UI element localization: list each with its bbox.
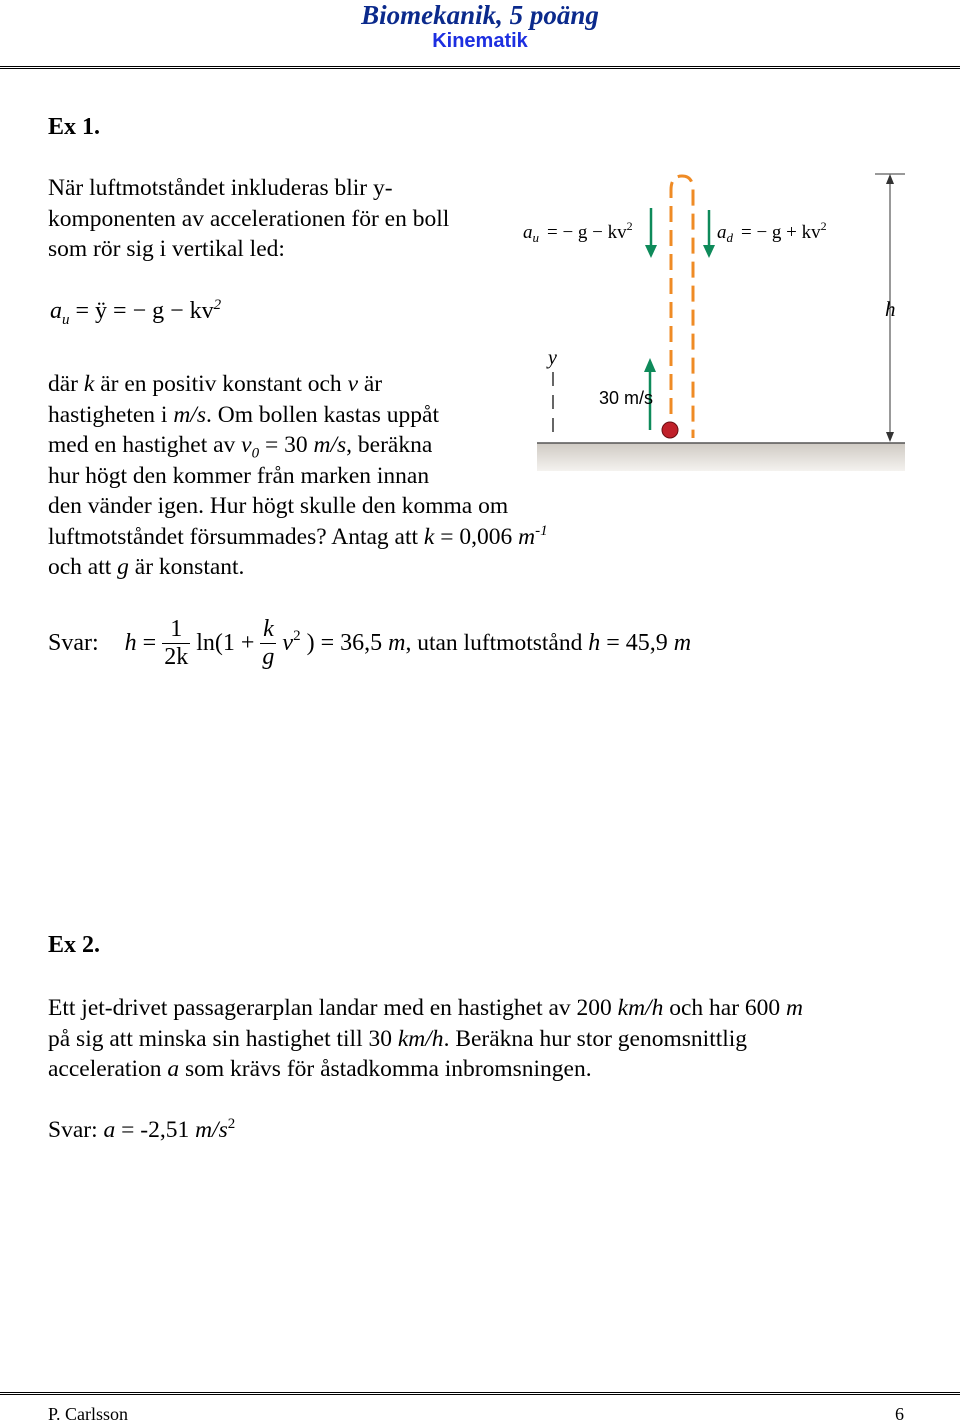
trajectory-path [671,176,693,438]
h-label: h [885,297,896,321]
ex1-heading: Ex 1. [48,114,101,140]
ex1-intro-line: som rör sig i vertikal led: [48,236,285,262]
ex1-equation [50,297,222,328]
au-arrow-head-icon [645,245,657,258]
au-label: $a_u$ = − $g - kv^2$ [523,219,633,245]
text-line: Ett jet-drivet passagerarplan landar med en hastighet av 200 km/h och har 600 m [48,995,804,1021]
h-arrow-bottom-icon [886,432,894,442]
text-line: den vänder igen. Hur högt skulle den komma om [48,493,509,519]
text-line: där k är en positiv konstant och v är [48,371,383,397]
page-title: Biomekanik, 5 poäng [361,0,599,30]
header-divider [0,66,960,69]
equation-rhs: = ÿ = − g − kv [75,298,214,324]
ex2-text [48,993,928,1085]
answer-label: Svar: [48,630,99,656]
speed-label: 30 m/s [599,388,654,408]
footer-author: P. Carlsson [48,1404,129,1424]
ex1-intro [48,173,518,265]
ball-trajectory-figure [515,168,910,478]
text-line: acceleration a som krävs för åstadkomma inbromsningen. [48,1056,592,1082]
equation-sup: 2 [213,297,222,313]
y-axis-label: y [548,347,557,369]
v0-arrow-head-icon [644,358,656,372]
footer-divider [0,1392,960,1395]
ex2-heading: Ex 2. [48,932,101,958]
ex1-intro-line: komponenten av accelerationen för en boll [48,205,450,232]
ex2-answer: Svar: a = -2,51 $m/s^2$ [48,1116,236,1143]
text-line: på sig att minska sin hastighet till 30 km/h. Beräkna hur stor genomsnittlig [48,1025,748,1052]
text-line: hur högt den kommer från marken innan [48,462,430,489]
ball-icon [662,422,678,438]
page-subtitle: Kinematik [432,30,528,52]
equation-lhs: a [50,298,62,324]
text-line: hastigheten i m/s. Om bollen kastas uppåt [48,401,439,428]
text-line: luftmotståndet försummades? Antag att k = 0,006 $m^{-1}$ [48,522,548,550]
fraction-k-over-g: $\frac{k}{g}$ [262,616,275,670]
equation-lhs-sub: u [62,311,70,328]
ground [537,443,905,471]
ex1-intro-line: När luftmotståndet inkluderas blir y- [48,175,393,201]
fraction-1-over-2k: $\frac{1}{2k}$ [164,616,189,670]
text-line: med en hastighet av $v_0 = 30$ m/s, beräkna [48,432,433,462]
ad-arrow-head-icon [703,245,715,258]
ex1-answer: Svar: h = $\frac{1}{2k}$ ln(1 + $\frac{k}{g}$ $v^2$ ) = 36,5 m, utan luftmotstånd h = 45,9 m [48,616,692,670]
h-arrow-top-icon [886,174,894,184]
footer-page-number: 6 [895,1404,904,1424]
ad-label: $a_d$ = − $g + kv^2$ [717,219,827,245]
text-line: och att g är konstant. [48,554,245,580]
